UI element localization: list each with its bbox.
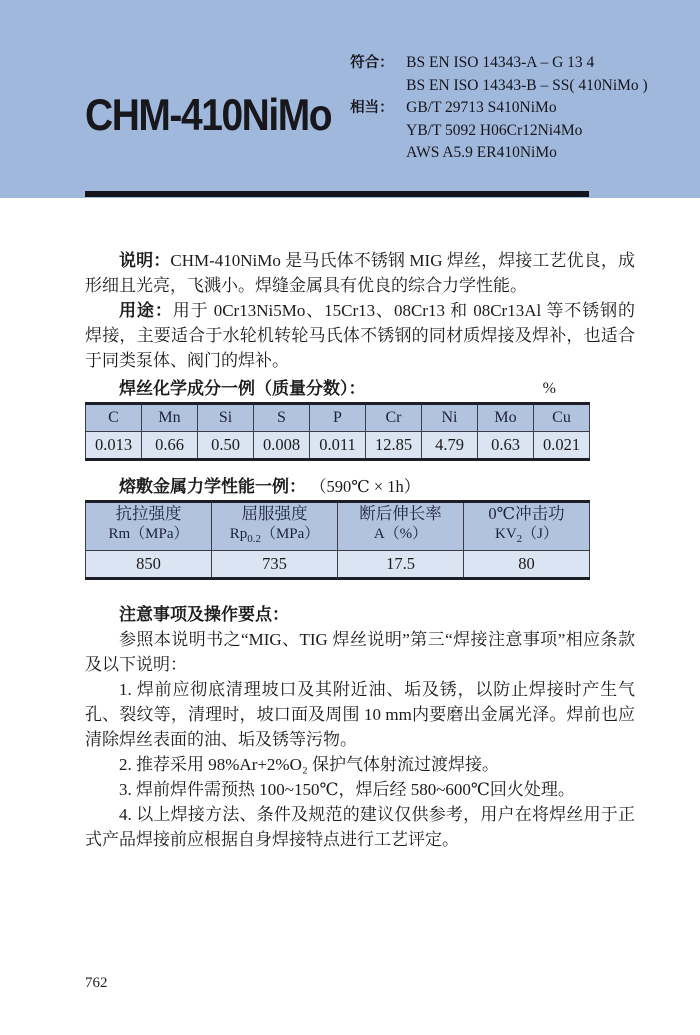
chemistry-col-header: P xyxy=(310,404,366,432)
mechanical-condition: （590℃ × 1h） xyxy=(310,477,421,496)
symbol-unit: （J） xyxy=(522,526,558,542)
note-item: 3. 焊前焊件需预热 100~150℃，焊后经 580~600℃回火处理。 xyxy=(119,780,575,799)
symbol-unit: （%） xyxy=(384,526,428,542)
symbol-unit: （MPa） xyxy=(130,526,189,542)
chemistry-heading: 焊丝化学成分一例（质量分数）： xyxy=(119,379,366,398)
mechanical-col-symbol xyxy=(464,524,589,550)
page-number: 762 xyxy=(85,975,108,991)
symbol-unit: （MPa） xyxy=(260,526,320,542)
mechanical-col-name: 0℃冲击功 xyxy=(488,504,565,523)
equivalent-label: 相当： xyxy=(350,100,394,116)
mechanical-value-cell: 80 xyxy=(464,551,590,579)
chemistry-col-header: Si xyxy=(198,404,254,432)
usage-label: 用途： xyxy=(119,301,173,320)
chemistry-value-cell: 0.008 xyxy=(254,432,310,460)
usage-paragraph xyxy=(85,298,635,373)
chemistry-value-cell: 0.50 xyxy=(198,432,254,460)
standard-line: BS EN ISO 14343-A – G 13 4 xyxy=(406,54,595,71)
chemistry-col-header: Cr xyxy=(366,404,422,432)
symbol-base: A xyxy=(373,526,385,542)
symbol-base: Rp xyxy=(229,526,248,542)
mechanical-value-cell: 735 xyxy=(212,551,338,579)
chemistry-col-header: C xyxy=(86,404,142,432)
page-header xyxy=(0,0,700,198)
mechanical-table xyxy=(85,500,590,580)
mechanical-value-cell: 17.5 xyxy=(338,551,464,579)
mechanical-heading-row xyxy=(85,475,590,498)
chemistry-value-cell: 12.85 xyxy=(366,432,422,460)
chemistry-col-header: Cu xyxy=(534,404,590,432)
note-item: 2. 推荐采用 98%Ar+2%O₂ 保护气体射流过渡焊接。 xyxy=(119,755,500,774)
standard-line: YB/T 5092 H06Cr12Ni4Mo xyxy=(406,121,583,139)
chemistry-col-header: Mn xyxy=(142,404,198,432)
standard-line: GB/T 29713 S410NiMo xyxy=(406,99,557,116)
mechanical-col-header xyxy=(86,502,212,551)
chemistry-value-cell: 4.79 xyxy=(422,432,478,460)
notes-heading: 注意事项及操作要点： xyxy=(119,605,289,624)
symbol-sub: 0.2 xyxy=(247,533,261,545)
chemistry-heading-row xyxy=(85,377,590,400)
chemistry-value-cell: 0.011 xyxy=(310,432,366,460)
chemistry-col-header: Ni xyxy=(422,404,478,432)
mechanical-col-header xyxy=(212,502,338,551)
header-divider-bar xyxy=(85,191,589,197)
symbol-base: KV xyxy=(494,526,517,542)
note-item: 4. 以上焊接方法、条件及规范的建议仅供参考，用户在将焊丝用于正式产品焊接前应根据自身焊接特点进行工艺评定。 xyxy=(85,805,635,849)
mechanical-value-cell: 850 xyxy=(86,551,212,579)
mechanical-heading: 熔敷金属力学性能一例： xyxy=(119,477,306,496)
note-item: 1. 焊前应彻底清理坡口及其附近油、垢及锈，以防止焊接时产生气孔、裂纹等，清理时，坡口面及周围 10 mm内要磨出金属光泽。焊前也应清除焊丝表面的油、垢及锈等污物。 xyxy=(85,680,635,749)
chemistry-col-header: Mo xyxy=(478,404,534,432)
mechanical-col-header xyxy=(338,502,464,551)
mechanical-col-symbol xyxy=(86,524,211,550)
mechanical-col-header xyxy=(464,502,590,551)
chemistry-value-cell: 0.021 xyxy=(534,432,590,460)
mechanical-col-symbol xyxy=(338,524,463,550)
chemistry-value-cell: 0.63 xyxy=(478,432,534,460)
chemistry-value-cell: 0.66 xyxy=(142,432,198,460)
symbol-base: Rm xyxy=(108,526,131,542)
mechanical-header-row xyxy=(86,502,590,551)
mechanical-col-name: 抗拉强度 xyxy=(115,504,182,523)
description-paragraph xyxy=(85,248,635,298)
chemistry-table xyxy=(85,402,590,461)
chemistry-header-row xyxy=(86,404,590,432)
standards-list xyxy=(350,52,648,165)
description-text: CHM-410NiMo 是马氏体不锈钢 MIG 焊丝，焊接工艺优良，成形细且光亮，飞溅小。焊缝金属具有优良的综合力学性能。 xyxy=(85,251,636,295)
mechanical-col-symbol xyxy=(212,524,337,550)
percent-unit: % xyxy=(542,380,556,397)
mechanical-col-name: 断后伸长率 xyxy=(359,504,442,523)
standard-line: AWS A5.9 ER410NiMo xyxy=(406,144,557,161)
chemistry-value-row xyxy=(86,432,590,460)
product-title: CHM-410NiMo xyxy=(85,90,332,140)
page-content xyxy=(85,198,635,852)
usage-text: 用于 0Cr13Ni5Mo、15Cr13、08Cr13 和 08Cr13Al 等不锈钢的焊接，主要适合于水轮机转轮马氏体不锈钢的同材质焊接及焊补，也适合于同类泵体、阀门的焊补。 xyxy=(85,301,635,370)
symbol-sub: 2 xyxy=(516,533,523,545)
notes-intro: 参照本说明书之“MIG、TIG 焊丝说明”第三“焊接注意事项”相应条款及以下说明： xyxy=(85,630,635,674)
chemistry-col-header: S xyxy=(254,404,310,432)
mechanical-col-name: 屈服强度 xyxy=(241,504,308,523)
compliance-label: 符合： xyxy=(350,55,394,71)
mechanical-value-row xyxy=(86,551,590,579)
standard-line: BS EN ISO 14343-B – SS( 410NiMo ) xyxy=(406,76,648,94)
description-label: 说明： xyxy=(119,251,171,270)
chemistry-value-cell: 0.013 xyxy=(86,432,142,460)
header-row xyxy=(85,52,648,165)
